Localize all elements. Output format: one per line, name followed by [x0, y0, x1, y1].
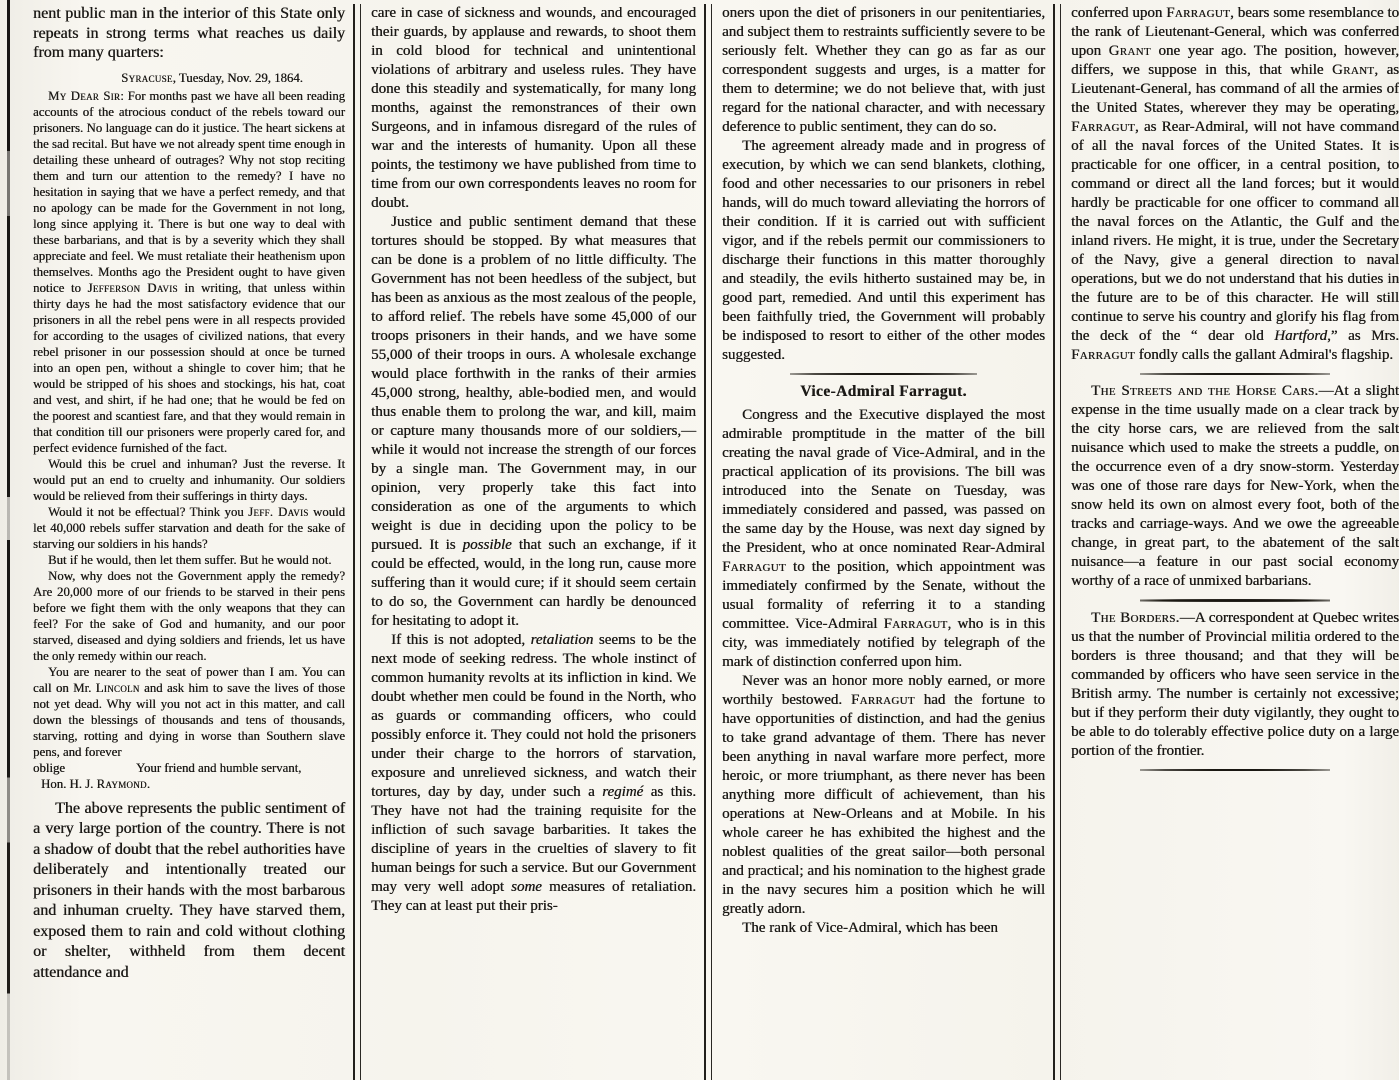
text-run: , as Rear-Admiral, will not have command of all the naval forces of the United States. It is practicable for one officer, in a central position, to command or direct all the land forces; but it would hardly be practicable for one officer to command all the naval forces on the Atlantic, the Gulf and the inland rivers. He might, it is true, under the Secretary of the Navy, give a general direction to naval operations, but we do not understand that his duties in the future are to be of this character. He will still continue to serve his country and glorify his flag from the deck of the “ dear old: [1071, 119, 1399, 344]
column-2: [371, 4, 696, 1080]
text-run: retaliation: [530, 632, 594, 648]
text-run: some: [511, 879, 542, 895]
text-run: care in case of sickness and wounds, and encouraged their guards, by applause and rewards, to shoot them in cold blood for technical and unintentional violations of arbitrary and useless rules. They have done this steadily and systematically, for many long months, against the remonstrances of their own Surgeons, and in infamous disregard of the rules of war and the interests of humanity. Upon all these points, the testimony we have published from time to time from our own correspondents leaves no room for doubt.: [371, 5, 696, 211]
dateline: [33, 70, 345, 86]
paragraph: [722, 406, 1045, 672]
paragraph: [371, 213, 696, 631]
text-run: —At a slight expense in the time usually made on a clear track by the city horse cars, we are relieved from the salt nuisance which used to make the streets a puddle, on the occurrence even of a dry snow-storm. Yesterday was one of those rare days for New-York, when the snow held its own on almost every foot, both of the tracks and carriage-ways. And we owe the agreeable change, in great part, to the abatement of the salt nuisance—a feature in our past social economy worthy of a race of unmixed barbarians.: [1071, 383, 1399, 590]
paragraph: [722, 672, 1045, 919]
paragraph: [1071, 609, 1399, 761]
text-run: The rank of Vice-Admiral, which has been: [742, 920, 998, 937]
letter-paragraph: [33, 664, 345, 760]
text-run: The Borders.: [1091, 609, 1180, 626]
column-4: [1071, 4, 1399, 1080]
text-run: , Tuesday, Nov. 29, 1864.: [172, 70, 303, 85]
text-run: Jefferson Davis: [87, 280, 178, 295]
column-1: [33, 4, 345, 1080]
section-divider: [1140, 373, 1330, 375]
text-run: Vice-Admiral Farragut.: [800, 383, 967, 401]
text-run: Would this be cruel and inhuman? Just the reverse. It would put an end to cruelty and inhumanity. Our soldiers would be relieved from their sufferings in thirty days.: [33, 456, 345, 503]
paragraph: [722, 919, 1045, 938]
valediction-line: [33, 760, 345, 776]
section-divider: [1140, 769, 1330, 771]
text-run: Now, why does not the Government apply the remedy? Are 20,000 more of our friends to be starved in their pens before we fight them with the only weapons that they can feel? For the sake of God and humanity, and our poor starved, diseased and dying soldiers and friends, let us have the only remedy within our reach.: [33, 568, 345, 663]
text-run: measures of retaliation. They can at least put their pris-: [371, 879, 696, 914]
text-run: seems to be the next mode of seeking redress. The whole instinct of common humanity revolts at its infliction in kind. We doubt whether men could be found in the North, who as guards or commanding officers, who could possibly enforce it. They could not hold the prisoners under their charge to the horrors of starvation, exposure and unrelieved sickness, and watch their tortures, day by day, under such a: [371, 632, 696, 800]
signature: [33, 776, 345, 793]
column-separator: [353, 4, 361, 1080]
text-run: , who is in this city, was immediately notified by telegraph of the mark of distinction conferred upon him.: [722, 616, 1046, 671]
text-run: Farragut: [883, 616, 948, 633]
paragraph: [722, 4, 1045, 137]
paragraph: [33, 4, 345, 63]
letter-paragraph: [33, 552, 345, 568]
text-run: Your friend and humble servant,: [135, 760, 302, 775]
text-run: Justice and public sentiment demand that these tortures should be stopped. By what measures that can be done is a problem of no little difficulty. The Government has not been heedless of the subject, but has been as anxious as the most zealous of the people, to afford relief. The rebels have some 45,000 of our troops prisoners in their hands, and we have some 55,000 of their troops in ours. A wholesale exchange would place forthwith in the ranks of their armies 45,000 strong, healthy, able-bodied men, and would thus enable them to prolong the war, and kill, maim or capture many thousands more of our soldiers,—while it would not increase the strength of our forces by a single man. The Government may, in our opinion, very properly take this fact into consideration as one of the arguments to which weight is due in deciding upon the policy to be pursued. It is: [371, 214, 696, 553]
text-run: as this. They have not had the training requisite for the infliction of such savage barbarities. It takes the discipline of years in the cruelties of slavery to fit human beings for such a service. But our Government may very well adopt: [371, 784, 697, 895]
text-run: Hon. H. J.: [41, 776, 97, 791]
text-run: Syracuse: [121, 70, 173, 85]
text-run: .: [146, 776, 150, 791]
text-run: Farragut: [1071, 119, 1135, 135]
text-run: Farragut: [722, 559, 786, 576]
text-run: , bears some resemblance to the rank of Lieutenant-General, which was conferred upon: [1071, 5, 1399, 59]
text-run: If this is not adopted,: [391, 632, 531, 648]
text-run: oblige: [33, 760, 65, 775]
text-run: ,” as Mrs.: [1327, 328, 1399, 344]
text-run: Lincoln: [95, 680, 140, 695]
text-run: fondly calls the gallant Admiral's flagship.: [1134, 347, 1393, 363]
text-run: You are nearer to the seat of power than I am. You can call on Mr.: [33, 664, 345, 695]
text-run: regimé: [602, 784, 644, 800]
left-edge-column-rule: [7, 0, 10, 1080]
text-run: to the position, which appointment was immediately confirmed by the Senate, without the usual formality of referring it to a standing committee. Vice-Admiral: [722, 559, 1045, 633]
letter-paragraph: [33, 88, 345, 456]
text-run: , as Lieutenant-General, has command of all the armies of the United States, wherever they may be operating,: [1071, 62, 1399, 116]
text-run: Raymond: [96, 776, 147, 791]
text-run: Grant: [1108, 43, 1151, 59]
letter-paragraph: [33, 456, 345, 504]
section-divider: [1140, 599, 1330, 601]
text-run: Would it not be effectual? Think you: [48, 504, 249, 519]
text-run: oners upon the diet of prisoners in our penitentiaries, and subject them to restraints sufficiently severe to be seriously felt. Whether they can go as far as our correspondent suggests and urges, is a matter for them to determine; we do not believe that, with just regard for the national character, and with necessary deference to public sentiment, they can do so.: [722, 5, 1045, 135]
text-run: Congress and the Executive displayed the most admirable promptitude in the matter of the bill creating the naval grade of Vice-Admiral, and in the practical application of its provisions. The bill was introduced into the Senate on Tuesday, was immediately considered and passed, was passed on the same day by the House, was next day signed by the President, who at once nominated Rear-Admiral: [722, 407, 1045, 557]
text-run: in writing, that unless within thirty days he had the most satisfactory evidence that our prisoners in all the rebel pens were in all respects provided for according to the usages of civilized nations, that every rebel prisoner in our possession should at once be turned into an open pen, without a shingle to cover him; that he would be stripped of his shoes and stockings, his hat, coat and vest, and shirt, if he had one; that he would be fed on the poorest and scantiest fare, and that they would remain in that condition till our prisoners were properly cared for, and perfect evidence furnished of the fact.: [33, 280, 345, 455]
text-run: conferred upon: [1071, 5, 1167, 21]
letter-paragraph: [33, 504, 345, 552]
paragraph: [722, 137, 1045, 365]
text-run: nent public man in the interior of this State only repeats in strong terms what reaches us daily from many quarters:: [33, 5, 345, 61]
text-run: and ask him to save the lives of those not yet dead. Why will you not act in this matter, and call down the blessings of thousands and tens of thousands, starving, rotting and dying in worse than Southern slave pens, and forever: [33, 680, 346, 759]
paragraph: [371, 4, 696, 213]
text-run: Farragut: [850, 692, 915, 709]
text-run: Never was an honor more nobly earned, or more worthily bestowed.: [722, 673, 1045, 709]
text-run: —A correspondent at Quebec writes us that the number of Provincial militia ordered to the borders is three thousand; and that they will be commanded by officers who have seen service in the British army. The number is certainly not excessive; but if they perform their duty vigilantly, they ought to be able to do tolerably effective police duty on a large portion of the frontier.: [1071, 609, 1399, 759]
text-run: had the fortune to have opportunities of distinction, and had the genius to take grand advantage of them. There has never been anything in naval warfare more perfect, more heroic, or more triumphant, as there never has been anything more difficult of achievement, than his operations at New-Orleans and at Mobile. In his whole career he has exhibited the highest and the noblest qualities of the great sailor—both personal and practical; and his nomination to the highest grade in the navy secures him a position which he will greatly adorn.: [722, 692, 1045, 918]
article-heading: [722, 382, 1045, 401]
paragraph: [1071, 382, 1399, 591]
text-run: The above represents the public sentiment of a very large portion of the country. There is not a shadow of doubt that the rebel authorities have deliberately and intentionally treated our prisoners in their hands with the most barbarous and inhuman cruelty. They have starved them, exposed them to rain and cold without clothing or shelter, withheld from them decent attendance and: [33, 799, 345, 981]
text-run: one year ago. The position, however, differs, we suppose in this, that while: [1071, 43, 1399, 78]
text-run: Farragut: [1071, 347, 1135, 363]
column-3: [722, 4, 1045, 1080]
text-run: Hartford: [1274, 328, 1327, 344]
text-run: would let 40,000 rebels suffer starvation and death for the sake of starving our soldiers in his hands?: [33, 504, 345, 551]
letter-paragraph: [33, 568, 345, 664]
text-run: Grant: [1331, 62, 1375, 78]
text-run: : For months past we have all been reading accounts of the atrocious conduct of the rebels toward our prisoners. No language can do it justice. The heart sickens at the sad recital. But have we not already spent time enough in detailing these unheard of outrages? Why not stop reciting them and turn our attention to the remedy? I have no hesitation in saying that we have a perfect remedy, and that no apology can be made for the Government in not long, long since applying it. There is but one way to deal with these barbarians, and that is by a severity which they shall appreciate and feel. We must retaliate their heathenism upon themselves. Months ago the President ought to have given notice to: [33, 88, 346, 295]
text-run: that such an exchange, if it could be effected, would, in the long run, cause more suffering than it would cure; if it should seem certain to do so, the Government can hardly be denounced for hesitating to adopt it.: [371, 537, 696, 629]
paragraph: [33, 799, 345, 984]
text-run: Jeff. Davis: [248, 504, 309, 519]
text-run: Farragut: [1166, 5, 1231, 21]
text-run: But if he would, then let them suffer. But he would not.: [48, 552, 332, 567]
paragraph: [371, 631, 696, 916]
section-divider: [790, 373, 977, 375]
text-run: The agreement already made and in progress of execution, by which we can send blankets, clothing, food and other necessaries to our prisoners in rebel hands, will do much toward alleviating the horrors of their condition. If it is carried out with sufficient vigor, and if the rebels permit our commissioners to discharge their functions in this matter thoroughly and steadily, the evils hitherto sustained may be, in good part, remedied. And until this experiment has been faithfully tried, the Government will probably be indisposed to resort to either of the other modes suggested.: [722, 138, 1045, 363]
paragraph: [1071, 4, 1399, 365]
column-separator: [704, 4, 712, 1080]
text-run: possible: [462, 537, 512, 553]
text-run: My Dear Sir: [48, 88, 121, 103]
column-separator: [1053, 4, 1061, 1080]
text-run: The Streets and the Horse Cars.: [1091, 383, 1319, 400]
